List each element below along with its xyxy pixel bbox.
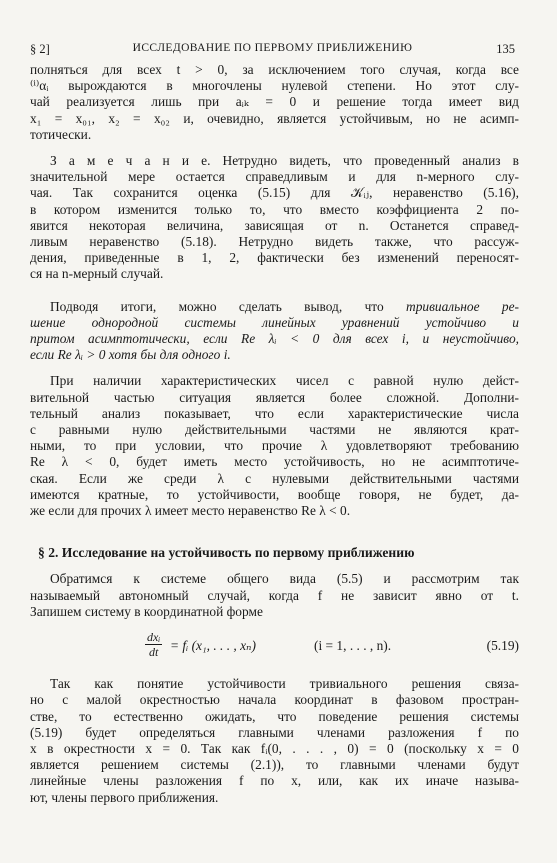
text-line: вительной частью ситуация является более сложной. Дополни- <box>30 389 519 405</box>
page-body <box>30 62 519 806</box>
text-line: чай реализуется лишь при aᵢₖ = 0 и решение тогда имеет вид <box>30 94 519 110</box>
text-line: З а м е ч а н и е. Нетрудно видеть, что проведенный анализ в <box>50 153 519 169</box>
text-line: явится некоторая величина, зависящая от n. Останется справед- <box>30 217 519 233</box>
text-line: ская. Если же среди λ с нулевыми действительными частями <box>30 470 519 486</box>
paragraph-first-approximation <box>30 676 519 806</box>
text-line: x в окрестности x = 0. Так как fᵢ(0, . . . , 0) = 0 (поскольку x = 0 <box>30 740 519 756</box>
text-line: ливым неравенство (5.18). Нетрудно видеть также, что рассуж- <box>30 234 519 250</box>
equation-rhs: = fᵢ (x₁, . . . , xₙ) <box>170 638 256 654</box>
equation-number: (5.19) <box>486 638 519 654</box>
text-line: Обратимся к системе общего вида (5.5) и рассмотрим так <box>50 571 519 587</box>
page-number: 135 <box>496 42 515 56</box>
text-line: чая. Так сохранится оценка (5.15) для 𝒦ᵢⱼ, неравенство (5.16), <box>30 185 519 201</box>
text-line: называемый автономный случай, когда f не зависит явно от t. <box>30 587 519 603</box>
text-line: линейные члены разложения f по x, или, как их иначе называ- <box>30 773 519 789</box>
paragraph-autonomous <box>30 571 519 620</box>
text-line: x₁ = x₀₁, x₂ = x₀₂ и, очевидно, является устойчивым, но не асимп- <box>30 110 519 126</box>
section-heading: § 2. Исследование на устойчивость по первому приближению <box>38 545 415 561</box>
text-line: но с малой окрестностью начала координат в фазовом простран- <box>30 692 519 708</box>
text-line <box>30 299 519 315</box>
text-line: Re λ < 0, будет иметь место устойчивость, но не асимптотиче- <box>30 454 519 470</box>
text-line: в котором изменится только то, что вместо коэффициента 2 по- <box>30 201 519 217</box>
text-line: значительной мере остается справедливым и для n-мерного слу- <box>30 169 519 185</box>
italic-line: шение однородной системы линейных уравнений устойчиво и <box>30 314 519 330</box>
text-line: является решением системы (2.1)), то главными членами будут <box>30 757 519 773</box>
paragraph-continuation <box>30 62 519 143</box>
text-line: (5.19) будет определяться главными членами разложения f по <box>30 724 519 740</box>
italic-span: тривиальное ре- <box>406 298 519 314</box>
paragraph-zero-real-part <box>30 373 519 519</box>
italic-line: притом асимптотически, если Re λᵢ < 0 для всех i, и неустойчиво, <box>30 331 519 347</box>
text-line: имеются кратные, то устойчивости, вообще говоря, не будет, да- <box>30 486 519 502</box>
text-line: ными, то при условии, что прочие λ удовлетворяют требованию <box>30 438 519 454</box>
equation-5-19 <box>30 628 519 668</box>
text-line: полняться для всех t > 0, за исключением того случая, когда все <box>30 62 519 77</box>
equation-condition: (i = 1, . . . , n). <box>314 638 392 654</box>
text-line: Так как понятие устойчивости тривиального решения связа- <box>50 676 519 692</box>
fraction-numerator: dxᵢ <box>147 630 161 645</box>
text-line: стве, то естественно ожидать, что поведение решения системы <box>30 708 519 724</box>
text-line: тотически. <box>30 126 92 142</box>
fraction-denominator: dt <box>148 645 159 660</box>
header-section-ref: § 2] <box>30 42 50 56</box>
header-title: ИССЛЕДОВАНИЕ ПО ПЕРВОМУ ПРИБЛИЖЕНИЮ <box>132 42 413 54</box>
running-header <box>30 42 515 60</box>
italic-line: если Re λᵢ > 0 хотя бы для одного i. <box>30 347 231 363</box>
text-line: При наличии характеристических чисел с равной нулю дейст- <box>50 373 519 389</box>
text-span: Подводя итоги, можно сделать вывод, что <box>50 298 407 314</box>
text-line: ся на n-мерный случай. <box>30 266 164 282</box>
paragraph-conclusion <box>30 299 519 364</box>
text-line: тельный анализ показывает, что если характеристические числа <box>30 405 519 421</box>
paragraph-remark <box>30 153 519 283</box>
derivative-fraction <box>145 630 162 659</box>
text-line: Запишем систему в координатной форме <box>30 603 263 619</box>
text-line: дения, приведенные в 1, 2, фактически без изменений переносят- <box>30 250 519 266</box>
text-line: ют, члены первого приближения. <box>30 789 219 805</box>
text-line: с равными нулю действительными частями не являются крат- <box>30 422 519 438</box>
text-line: ⁽ⁱ⁾αᵢ вырождаются в многочлены нулевой степени. Но этот слу- <box>30 78 519 94</box>
text-line: же если для прочих λ имеет место неравенство Re λ < 0. <box>30 503 351 519</box>
